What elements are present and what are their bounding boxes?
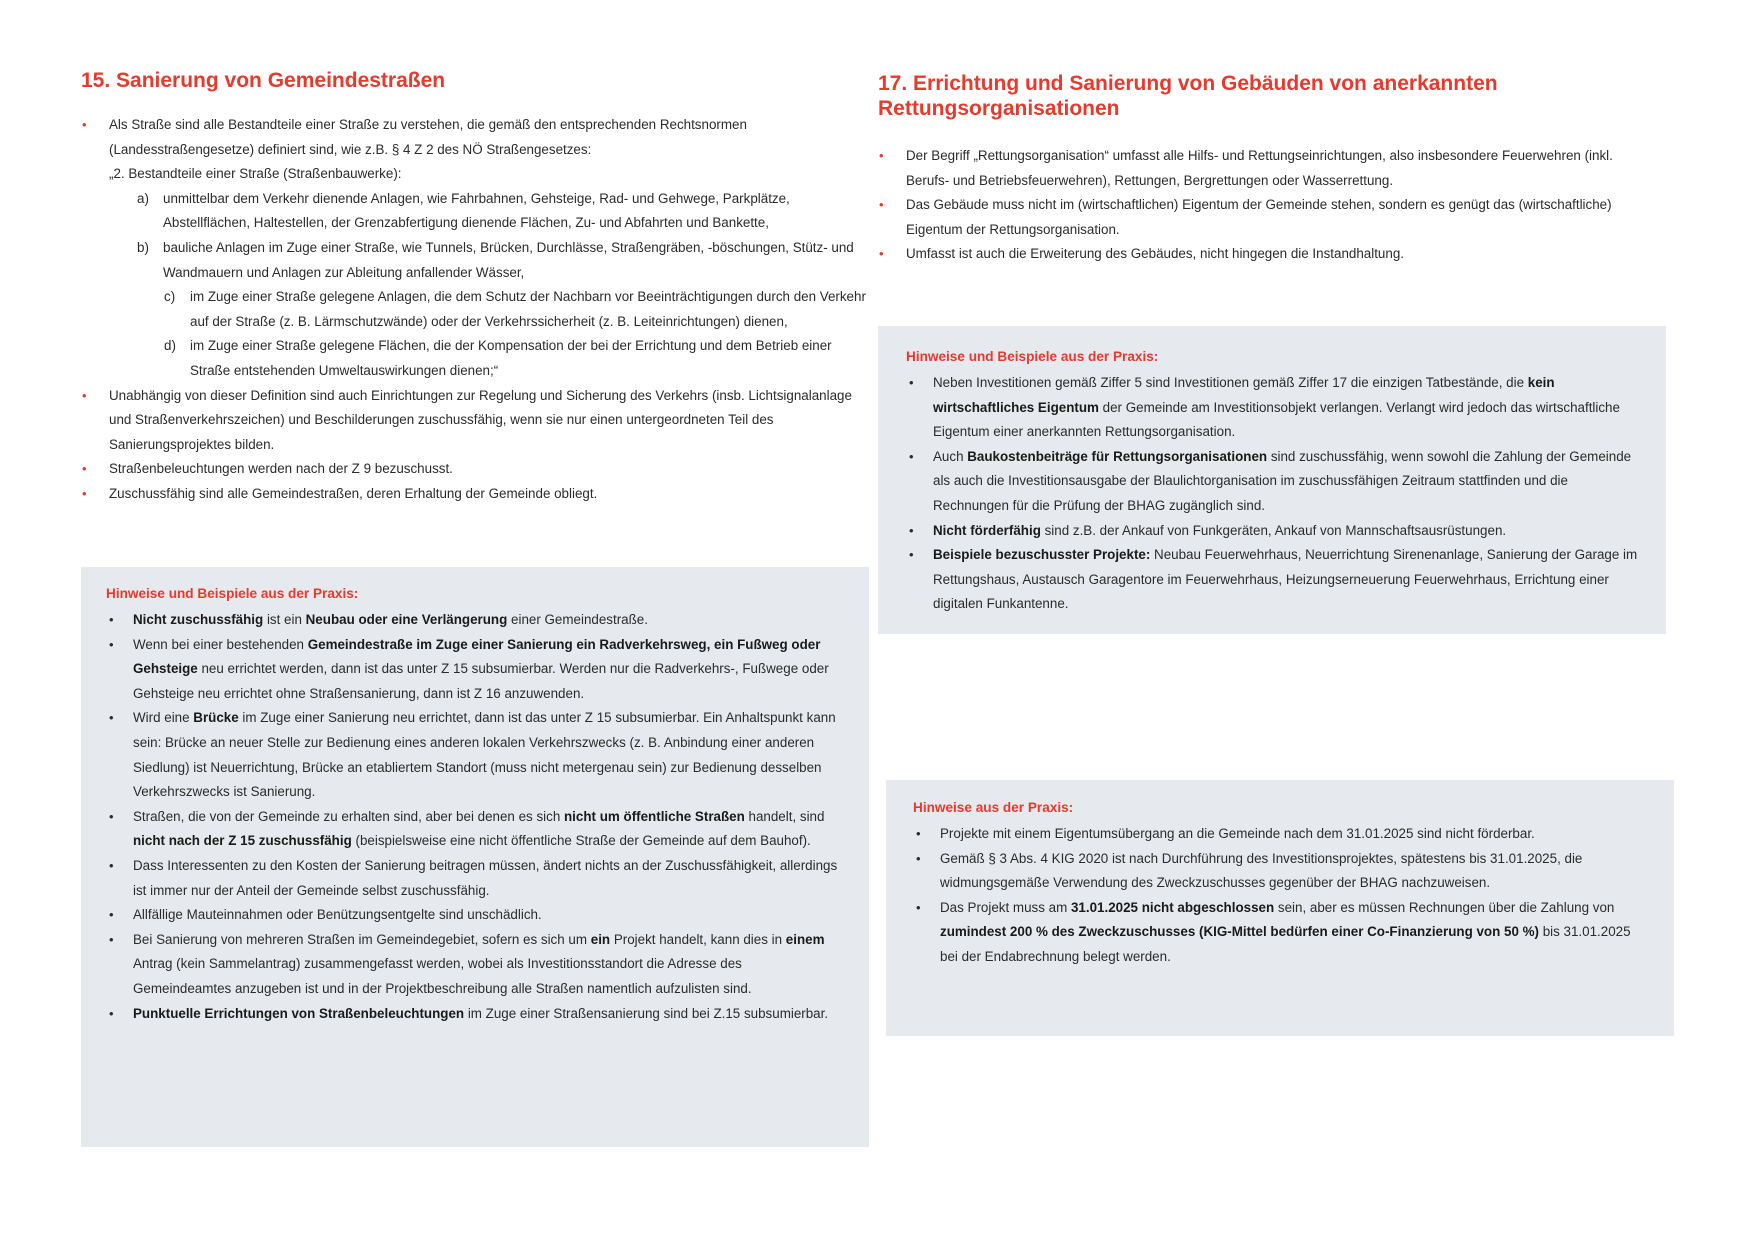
list-item: • Das Gebäude muss nicht im (wirtschaftlichen) Eigentum der Gemeinde stehen, sondern es genügt das (wirtschaftliche) Eigentum der Rettungsorganisation. xyxy=(878,193,1658,242)
definition-text: Als Straße sind alle Bestandteile einer Straße zu verstehen, die gemäß den entsprechenden Rechtsnormen (Landesstraßengesetze) definiert sind, wie z.B. § 4 Z 2 des NÖ Straßengesetzes: xyxy=(109,117,747,157)
section-17-bullets xyxy=(878,144,1658,267)
list-item: • Bei Sanierung von mehreren Straßen im Gemeindegebiet, sofern es sich um ein Projekt handelt, kann dies in einem Antrag (kein Sammelantrag) zusammengefasst werden, wobei als Investitionsstandort die Adresse des Gemeindeamtes anzugeben ist und in der Projektbeschreibung alle Straßen namentlich aufzulisten sind. xyxy=(106,928,842,1002)
list-item: • Zuschussfähig sind alle Gemeindestraßen, deren Erhaltung der Gemeinde obliegt. xyxy=(81,482,869,507)
practice-box-list xyxy=(913,822,1649,970)
list-item xyxy=(81,113,869,384)
list-item: • Der Begriff „Rettungsorganisation“ umfasst alle Hilfs- und Rettungseinrichtungen, also insbesondere Feuerwehren (inkl. Berufs- und Betriebsfeuerwehren), Rettungen, Bergrettungen oder Wasserrettung. xyxy=(878,144,1658,193)
practice-box-title: Hinweise und Beispiele aus der Praxis: xyxy=(906,349,1159,364)
list-item: • Punktuelle Errichtungen von Straßenbeleuchtungen im Zuge einer Straßensanierung sind bei Z.15 subsumierbar. xyxy=(106,1002,842,1027)
list-item: • Nicht förderfähig sind z.B. der Ankauf von Funkgeräten, Ankauf von Mannschaftsausrüstungen. xyxy=(906,519,1644,544)
list-item: • Umfasst ist auch die Erweiterung des Gebäudes, nicht hingegen die Instandhaltung. xyxy=(878,242,1658,267)
section-17-title: 17. Errichtung und Sanierung von Gebäuden von anerkannten Rettungsorganisationen xyxy=(878,72,1498,120)
list-item: • Neben Investitionen gemäß Ziffer 5 sind Investitionen gemäß Ziffer 17 die einzigen Tatbestände, die kein wirtschaftliches Eigentum der Gemeinde am Investitionsobjekt verlangen. Verlangt wird jedoch das wirtschaftliche Eigentum einer anerkannten Rettungsorganisation. xyxy=(906,371,1644,445)
section-15-bullets xyxy=(81,113,869,507)
practice-box-list xyxy=(106,608,842,1026)
sub-item-b: b) bauliche Anlagen im Zuge einer Straße, wie Tunnels, Brücken, Durchlässe, Straßengräben, -böschungen, Stütz- und Wandmauern und Anlagen zur Ableitung anfallender Wässer, xyxy=(137,239,854,280)
list-item: • Projekte mit einem Eigentumsübergang an die Gemeinde nach dem 31.01.2025 sind nicht förderbar. xyxy=(913,822,1649,847)
list-item: • Auch Baukostenbeiträge für Rettungsorganisationen sind zuschussfähig, wenn sowohl die Zahlung der Gemeinde als auch die Investitionsausgabe der Blaulichtorganisation im zuschussfähigen Zeitraum stattfinden und die Rechnungen für die Prüfung der BHAG zugänglich sind. xyxy=(906,445,1644,519)
list-item: • Wird eine Brücke im Zuge einer Sanierung neu errichtet, dann ist das unter Z 15 subsumierbar. Ein Anhaltspunkt kann sein: Brücke an neuer Stelle zur Bedienung eines anderen lokalen Verkehrszwecks (z. B. Anbindung einer anderen Siedlung) ist Neuerrichtung, Brücke an etabliertem Standort (muss nicht metergenau sein) zur Bedienung desselben Verkehrszwecks ist Sanierung. xyxy=(106,706,842,804)
list-item: • Gemäß § 3 Abs. 4 KIG 2020 ist nach Durchführung des Investitionsprojektes, spätestens bis 31.01.2025, die widmungsgemäße Verwendung des Zweckzuschusses gegenüber der BHAG nachzuweisen. xyxy=(913,847,1649,896)
practice-box-title: Hinweise aus der Praxis: xyxy=(913,800,1074,815)
sub-item-c: c) im Zuge einer Straße gelegene Anlagen, die dem Schutz der Nachbarn vor Beeinträchtigungen durch den Verkehr auf der Straße (z. B. Lärmschutzwände) oder der Verkehrssicherheit (z. B. Leiteinrichtungen) dienen, xyxy=(164,289,866,329)
list-item: • Allfällige Mauteinnahmen oder Benützungsentgelte sind unschädlich. xyxy=(106,903,842,928)
practice-box-list xyxy=(906,371,1644,617)
practice-box-title: Hinweise und Beispiele aus der Praxis: xyxy=(106,586,359,601)
sub-item-d: d) im Zuge einer Straße gelegene Flächen, die der Kompensation der bei der Errichtung und dem Betrieb einer Straße entstehenden Umweltauswirkungen dienen;“ xyxy=(164,338,832,378)
list-item: • Nicht zuschussfähig ist ein Neubau oder eine Verlängerung einer Gemeindestraße. xyxy=(106,608,842,633)
list-item: • Wenn bei einer bestehenden Gemeindestraße im Zuge einer Sanierung ein Radverkehrsweg, ein Fußweg oder Gehsteige neu errichtet werden, dann ist das unter Z 15 subsumierbar. Werden nur die Radverkehrs-, Fußwege oder Gehsteige neu errichtet ohne Straßensanierung, dann ist Z 16 anzuwenden. xyxy=(106,633,842,707)
list-item: • Straßen, die von der Gemeinde zu erhalten sind, aber bei denen es sich nicht um öffentliche Straßen handelt, sind nicht nach der Z 15 zuschussfähig (beispielsweise eine nicht öffentliche Straße der Gemeinde auf dem Bauhof). xyxy=(106,805,842,854)
section-15-title: 15. Sanierung von Gemeindestraßen xyxy=(81,69,446,92)
list-item: • Straßenbeleuchtungen werden nach der Z 9 bezuschusst. xyxy=(81,457,869,482)
section-15-practice-box xyxy=(81,567,869,1147)
list-item: • Beispiele bezuschusster Projekte: Neubau Feuerwehrhaus, Neuerrichtung Sirenenanlage, Sanierung der Garage im Rettungshaus, Austausch Garagentore im Feuerwehrhaus, Heizungserneuerung Feuerwehrhaus, Errichtung einer digitalen Funkantenne. xyxy=(906,543,1644,617)
list-item: • Das Projekt muss am 31.01.2025 nicht abgeschlossen sein, aber es müssen Rechnungen über die Zahlung von zumindest 200 % des Zweckzuschusses (KIG-Mittel bedürfen einer Co-Finanzierung von 50 %) bis 31.01.2025 bei der Endabrechnung belegt werden. xyxy=(913,896,1649,970)
section-17-practice-box xyxy=(878,326,1666,634)
section-17 xyxy=(878,71,1668,267)
section-15 xyxy=(81,68,869,507)
list-item: • Dass Interessenten zu den Kosten der Sanierung beitragen müssen, ändert nichts an der Zuschussfähigkeit, allerdings ist immer nur der Anteil der Gemeinde selbst zuschussfähig. xyxy=(106,854,842,903)
sub-item-a: a) unmittelbar dem Verkehr dienende Anlagen, wie Fahrbahnen, Gehsteige, Rad- und Gehwege, Parkplätze, Abstellflächen, Haltestellen, der Grenzabfertigung dienende Flächen, Zu- und Abfahrten und Bankette, xyxy=(137,190,790,231)
list-item: • Unabhängig von dieser Definition sind auch Einrichtungen zur Regelung und Sicherung des Verkehrs (insb. Lichtsignalanlage und Straßenverkehrszeichen) und Beschilderungen zuschussfähig, wenn sie nur einen untergeordneten Teil des Sanierungsprojektes bilden. xyxy=(81,384,869,458)
quote-intro: „2. Bestandteile einer Straße (Straßenbauwerke): xyxy=(109,166,402,182)
deadline-practice-box xyxy=(886,780,1674,1036)
